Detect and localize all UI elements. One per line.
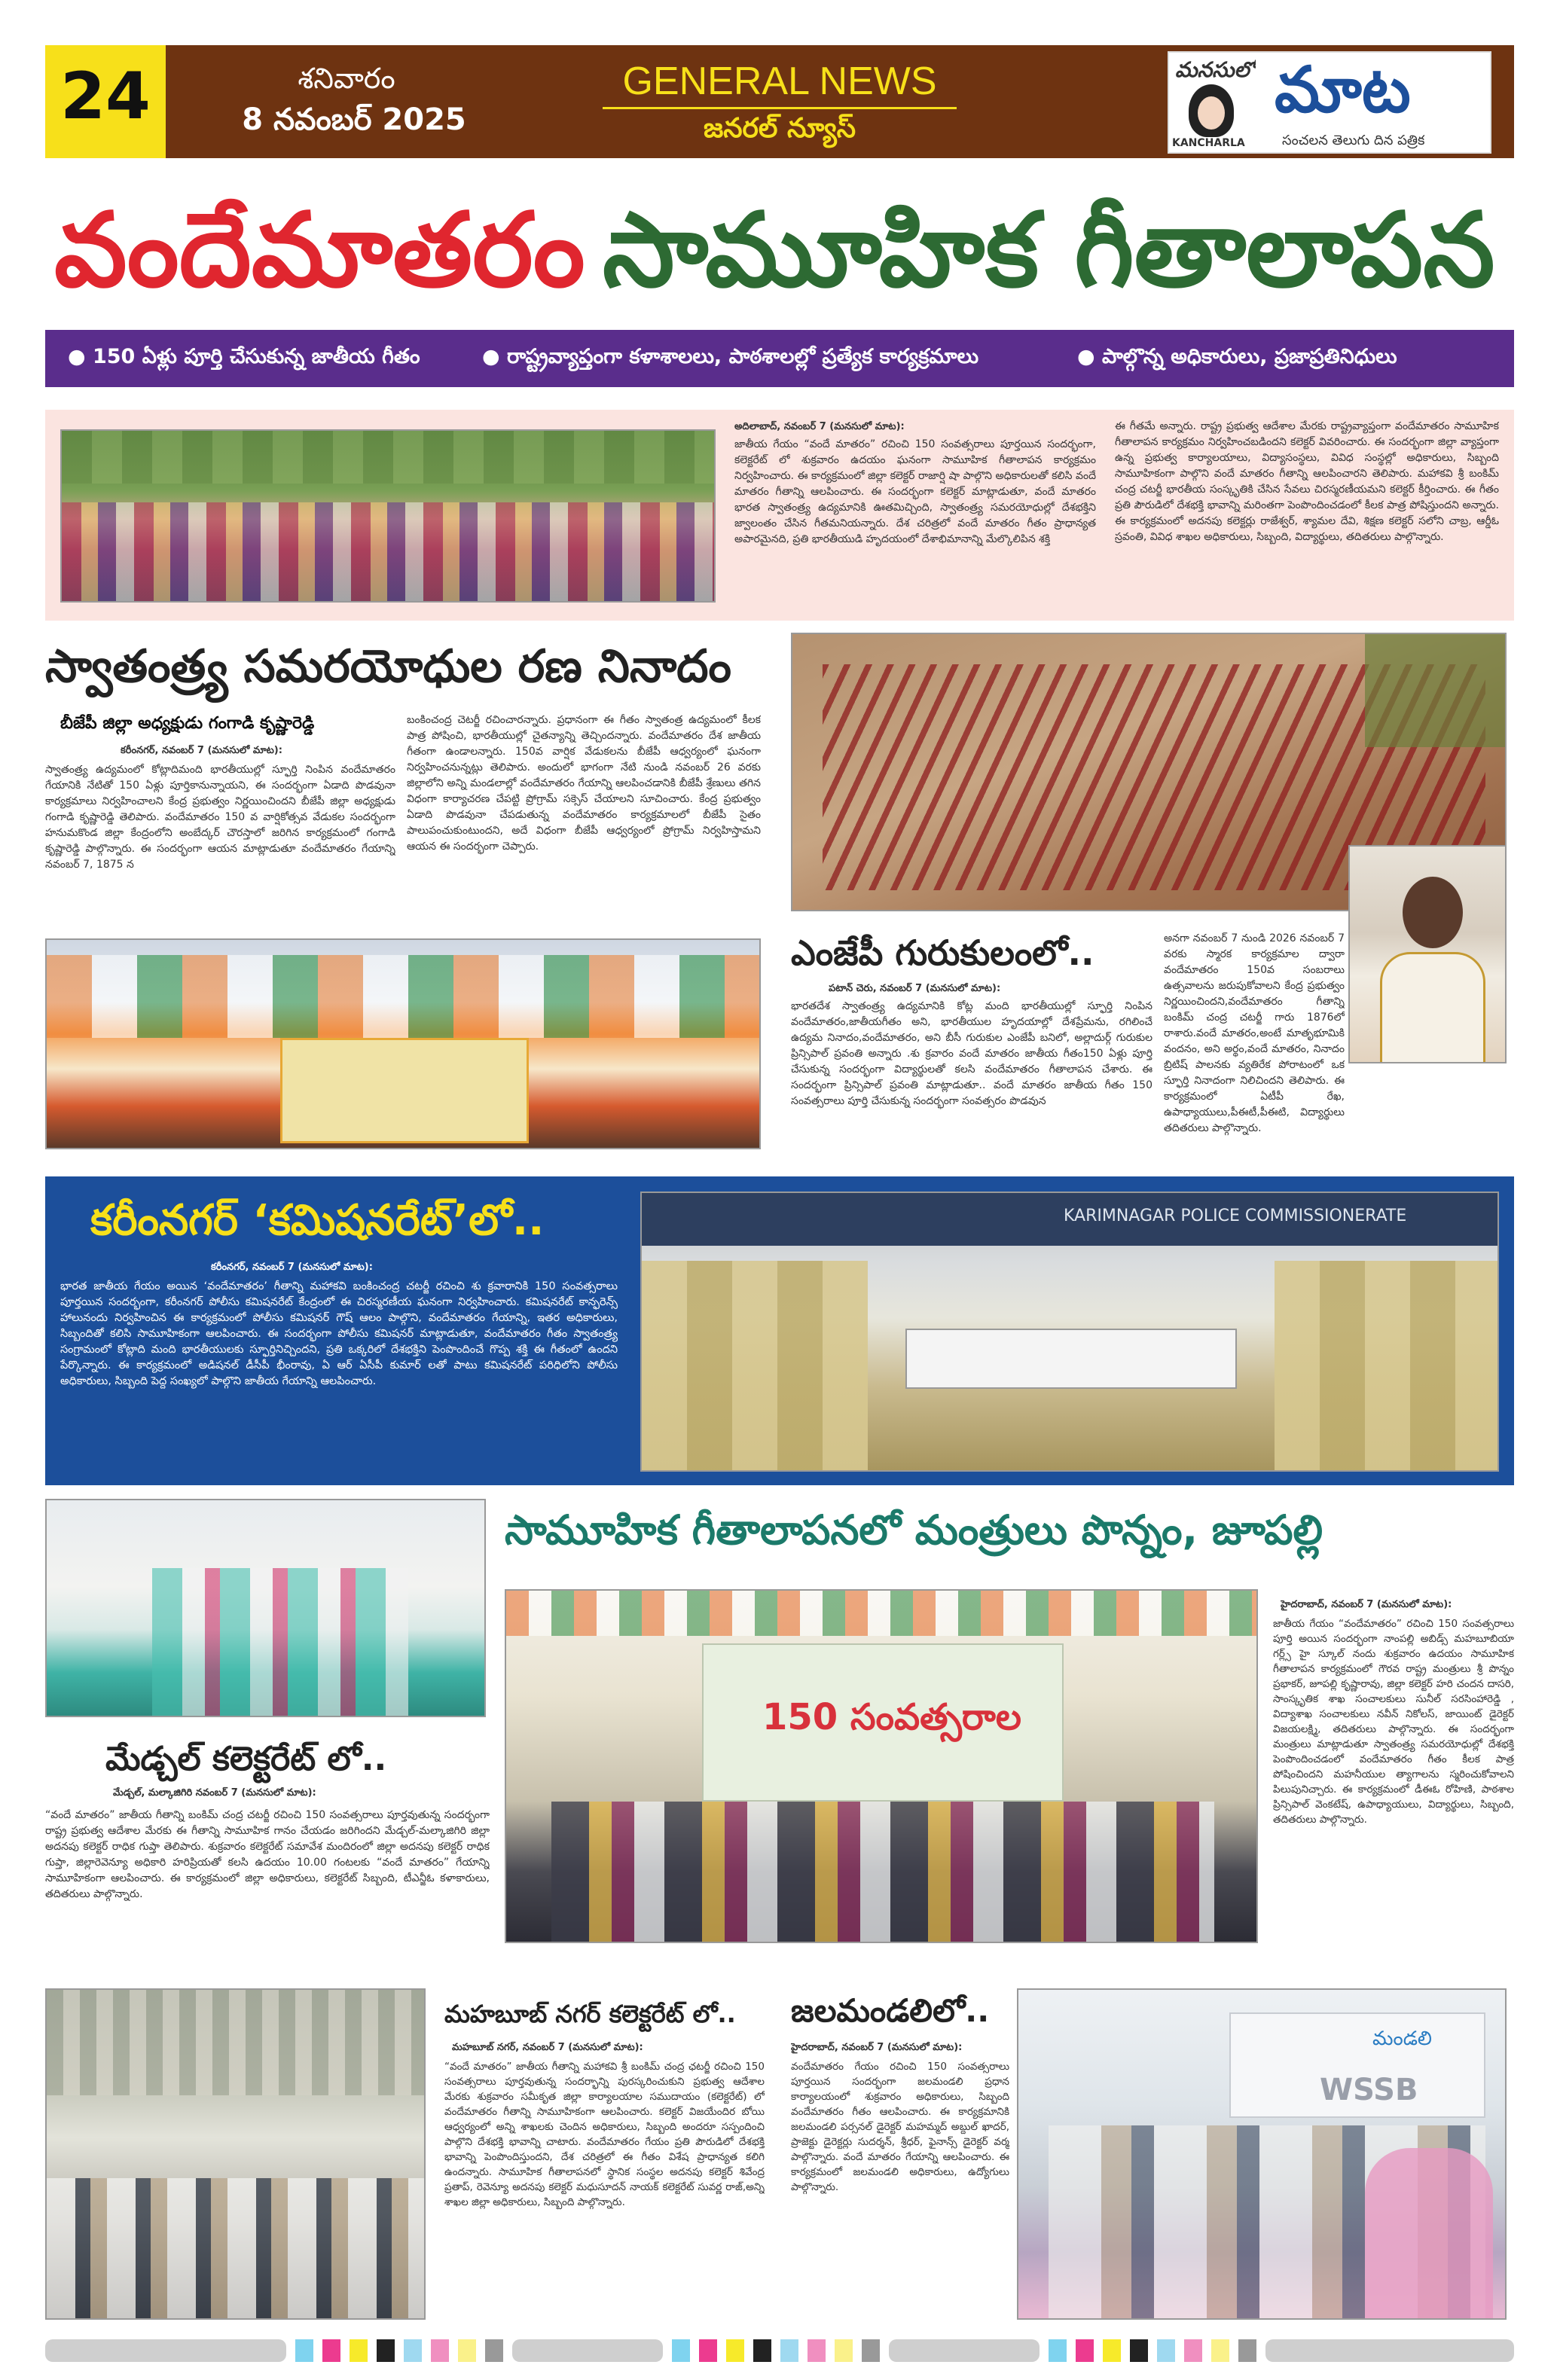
header-day: శనివారం bbox=[298, 62, 395, 95]
story2-dateline: కరీంనగర్, నవంబర్ 7 (మనసులో మాట): bbox=[121, 745, 282, 756]
story7-dateline: మహబూబ్ నగర్, నవంబర్ 7 (మనసులో మాట): bbox=[452, 2042, 643, 2053]
story5-dateline: హైదరాబాద్, నవంబర్ 7 (మనసులో మాట): bbox=[1281, 1599, 1452, 1610]
subhead-item: ● రాష్ట్రవ్యాప్తంగా కళాశాలలు, పాఠశాలల్లో ప్రత్యేక కార్యక్రమాలు bbox=[482, 345, 979, 368]
medchal-photo bbox=[45, 1499, 486, 1717]
story5-body: జాతీయ గేయం “వందేమాతరం” రచించి 150 సంవత్సరాలు పూర్తి అయిన సందర్భంగా నాంపల్లి అబిడ్స్ మహబూబియా గర్ల్స్ హై స్కూల్ నందు శుక్రవారం ఉదయం సామూహిక గీతాలాపన కార్యక్రమంలో గౌరవ రాష్ట్ర మంత్రులు శ్రీ పొన్నం ప్రభాకర్, జూపల్లి కృష్ణారావు, జిల్లా కలెక్టర్ హరి చందన దాసరి, సాంస్కృతిక శాఖ సంచాలకులు సునీల్ సరసింహారెడ్డి , విద్యాశాఖ సంచాలకులు నవీన్ నికోలస్, జాయింట్ డైరెక్టర్ విజయలక్ష్మి, తదితరులు పాల్గొన్నారు. ఈ సందర్భంగా మంత్రులు మాట్లాడుతూ స్వాతంత్ర్య సమరయోధుల్లో దేశభక్తి పెంపొందించడంలో వందేమాతరం గీతం కీలక పాత్ర పోషించిందని మహనీయుల త్యాగాలను స్మరించుకోవాలని పిలుపునిచ్చారు. ఈ కార్యక్రమంలో డీఈఓ రోహిణి, పాఠశాల ప్రిన్సిపాల్ వెంకటేష్, ఉపాధ్యాయులు, విద్యార్థులు, సిబ్బంది, తదితరులు పాల్గొన్నారు. bbox=[1273, 1618, 1514, 1826]
section-title-en: GENERAL NEWS bbox=[622, 60, 937, 103]
logo-prefix: మనసులో bbox=[1175, 57, 1256, 82]
story7-title: మహబూబ్ నగర్ కలెక్టరేట్ లో.. bbox=[444, 2000, 736, 2028]
story4-title: కరీంనగర్ ‘కమిషనరేట్’లో.. bbox=[90, 1196, 545, 1245]
story6-dateline: మేడ్చల్, మల్కాజిగిరి నవంబర్ 7 (మనసులో మాట): bbox=[113, 1787, 316, 1799]
section-title-te: జనరల్ న్యూస్ bbox=[703, 113, 856, 144]
subhead-item: ● పాల్గొన్న అధికారులు, ప్రజాప్రతినిధులు bbox=[1077, 345, 1397, 368]
story3-col1: భారతదేశ స్వాతంత్ర్య ఉద్యమానికి కోట్ల మంది భారతీయుల్లో స్ఫూర్తి నింపిన వందేమాతరం,జాతీయగీతం అని, భారతీయుల హృదయాల్లో దేశప్రేమను, రగిలించే ఉద్యమ నినాదం,వందేమాతరం, అని బీసీ గురుకుల ఎంజేపీ బనిలో, అల్లాదుర్గ్ గురుకుల ప్రిన్సిపాల్ ప్రవంతి అన్నారు .శు క్రవారం వందే మాతరం జాతీయ గీతం150 ఏళ్లు పూర్తి చేసుకున్న సందర్భంగా విద్యార్థులతో కలసి వందేమాతరం గీతాలాపన చేశారు. ఈ సందర్భంగా ప్రిన్సిపాల్ ప్రవంతి మాట్లాడుతూ.. వందే మాతరం జాతీయ గీతం 150 సంవత్సరాలు పూర్తి చేసుకున్న సందర్భంగా సంవత్సరం పొడవున bbox=[791, 1000, 1152, 1107]
story8-title: జలమండలిలో.. bbox=[791, 1992, 990, 2029]
mahabubnagar-photo bbox=[45, 1988, 426, 2320]
story2-col2: బంకించంద్ర చెటర్జీ రచించారన్నారు. ప్రధానంగా ఈ గీతం స్వాతంత్ర ఉద్యమంలో కీలక పాత్ర పోషించి, భారతీయుల్లో చైతన్యాన్ని తెచ్చిందన్నారు. వందేమాతరం దేశ జాతీయ గీతంగా ఉండాలన్నారు. 150వ వార్షిక వేడుకలను బీజేపీ ఆధ్వర్యంలో ఘనంగా నిర్వహించనున్నట్లు తెలిపారు. అందులో భాగంగా నేటి నుండి నవంబర్ 26 వరకు జిల్లాలోని అన్ని మండలాల్లో వందేమాతరం గేయాన్ని ఆలపించడానికి బీజేపీ శ్రేణులు తగిన విధంగా కార్యాచరణ చేపట్టి ప్రోగ్రామ్ సక్సెస్ చేయాలని సూచించారు. కేంద్ర ప్రభుత్వం ఏడాది పొడవునా చేపడుతున్న వందేమాతరం కార్యక్రమాలలో బీజేపీ సైతం పాలుపంచుకుంటుందని, అదే విధంగా బీజేపీ ఆధ్వర్యంలో ప్రోగ్రామ్ నిర్వహిస్తామని ఆయన ఈ సందర్భంగా చెప్పారు. bbox=[407, 714, 761, 853]
section-rule bbox=[603, 107, 957, 109]
ministers-photo bbox=[505, 1589, 1258, 1943]
story7-body: “వందే మాతరం” జాతీయ గీతాన్ని మహాకవి శ్రీ బంకిమ్ చంద్ర ఛటర్జీ రచించి 150 సంవత్సరాలు పూర్తవుతున్న సందర్భాన్ని పురస్కరించుకుని ప్రభుత్వ ఆదేశాల మేరకు శుక్రవారం సమీకృత జిల్లా కార్యాలయాల సముదాయం (కలెక్టరేట్) లో వందేమాతరం గీతాన్ని సామూహికంగా ఆలపించారు. కలెక్టర్ విజయేందిర బోయి ఆధ్వర్యంలో అన్ని శాఖలకు చెందిన అధికారులు, సిబ్బంది అందరూ సస్పందించి పాల్గొని దేశభక్తి భావాన్ని చాటారు. వందేమాతరం గేయం ప్రతి పౌరుడిలో దేశభక్తి భావాన్ని పెంపొందిస్తుందని, దేశ చరిత్రలో ఈ గీతం విశేష ప్రాధాన్యత కలిగి ఉందన్నారు. సామూహిక గీతాలాపనలో స్థానిక సంస్థల అదనపు కలెక్టర్ శివేంద్ర ప్రతాప్, రెవెన్యూ అదనపు కలెక్టర్ మధుసూదన్ నాయక్ కలెక్టరేట్ సువర్ణ రాజ్,అన్ని శాఖల జిల్లా అధికారులు, సిబ్బంది పాల్గొన్నారు. bbox=[444, 2061, 765, 2208]
lead-col2: ఈ గీతమే అన్నారు. రాష్ట్ర ప్రభుత్వ ఆదేశాల మేరకు రాష్ట్రవ్యాప్తంగా వందేమాతరం సామూహిక గీతాలాపన కార్యక్రమం నిర్వహించబడిందని కలెక్టర్ వివరించారు. ఈ సందర్భంగా జిల్లా వ్యాప్తంగా ఉన్న ప్రభుత్వ కార్యాలయాలు, విద్యాసంస్థలు, వివిధ సంస్థల్లో అధికారులు, సిబ్బంది సామూహికంగా పాల్గొని వందే మాతరం గీతాన్ని ఆలపించారని తెలిపారు. మహాకవి శ్రీ బంకిమ్ చంద్ర చటర్జీ భారతీయ సంస్కృతికి చేసిన సేవలు చిరస్మరణీయమని కలెక్టర్ కీర్తించారు. ఈ గీతం ప్రతి పౌరుడిలో దేశభక్తి భావాన్ని మరింతగా పెంపొందించడంలో కీలక పాత్ర పోషిస్తుందని అన్నారు. ఈ కార్యక్రమంలో అదనపు కలెక్టర్లు రాజేశ్వర్, శ్యామల దేవి, శిక్షణ కలెక్టర్ సలోని చాబ్ర, ఆర్డీఓ స్రవంతి, వివిధ శాఖల అధికారులు, సిబ్బంది, విద్యార్థులు, తదితరులు పాల్గొన్నారు. bbox=[1115, 420, 1499, 543]
story5-title: సామూహిక గీతాలాపనలో మంత్రులు పొన్నం, జూపల్లి bbox=[505, 1506, 1323, 1554]
story6-body: “వందే మాతరం” జాతీయ గీతాన్ని బంకిమ్ చంద్ర చటర్జీ రచించి 150 సంవత్సరాలు పూర్తవుతున్న సందర్భంగా రాష్ట్ర ప్రభుత్వ ఆదేశాల మేరకు ఈ గీతాన్ని సామూహిక గానం చేయడం జరిగిందని మేడ్చల్-మల్కాజిగిరి జిల్లా అదనపు కలెక్టర్ రాధిక గుప్తా తెలిపారు. శుక్రవారం కలెక్టరేట్ సమావేశ మందిరంలో జిల్లా అదనపు కలెక్టర్ రాధిక గుప్తా, జిల్లారెవెన్యూ అధికారి హరిప్రియతో కలసి ఉదయం 10.00 గంటలకు “వందే మాతరం” గేయాన్ని సామూహికంగా ఆలపించారు. ఈ కార్యక్రమంలో జిల్లా అధికారులు, కలెక్టరేట్ సిబ్బంది, టీఎన్జీఓ కళాకారులు, తదితరులు పాల్గొన్నారు. bbox=[45, 1809, 490, 1900]
story2-subtitle: బీజేపీ జిల్లా అధ్యక్షుడు గంగాడి కృష్ణారెడ్డి bbox=[60, 714, 315, 733]
commissionerate-photo bbox=[640, 1192, 1499, 1472]
story3-col2: అనగా నవంబర్ 7 నుండి 2026 నవంబర్ 7 వరకు స్మారక కార్యక్రమాల ద్వారా వందేమాతరం 150వ సంబరాలు ఉత్సవాలను జరుపుకోవాలని కేంద్ర ప్రభుత్వం నిర్ణయించిందని,వందేమాతరం గీతాన్ని బంకిమ్ చంద్ర చటర్జీ గారు 1876లో రాశారు.వందే మాతరం,అంటే మాతృభూమికి వందనం, అని అర్థం,వందే మాతరం, నినాదం బ్రిటిష్ పాలనకు వ్యతిరేక పోరాటంలో ఒక స్ఫూర్తి నినాదంగా నిలిచిందని తెలిపారు. ఈ కార్యక్రమంలో ఏటీపీ రేఖ, ఉపాధ్యాయులు,పీఈటీ,పీఈటి, విద్యార్థులు తదితరులు పాల్గొన్నారు. bbox=[1164, 932, 1345, 1134]
masthead-logo bbox=[1168, 51, 1491, 154]
principal-photo bbox=[1348, 845, 1507, 1063]
lead-dateline: అదిలాబాద్, నవంబర్ 7 (మనసులో మాట): bbox=[734, 421, 905, 432]
header-date: 8 నవంబర్ 2025 bbox=[242, 102, 466, 137]
commissionerate-sign: KARIMNAGAR POLICE COMMISSIONERATE bbox=[1064, 1207, 1407, 1225]
story2-col1: స్వాతంత్ర్య ఉద్యమంలో కోట్లాదిమంది భారతీయుల్లో స్ఫూర్తి నింపిన వందేమాతరం గేయానికి నేటితో 150 ఏళ్లు పూర్తికానున్నాయని, ఈ సందర్భంగా ఏడాది పొడవునా కార్యక్రమాలు నిర్వహించాలని కేంద్ర ప్రభుత్వం నిర్ణయించిందని బీజేపీ జిల్లా అధ్యక్షుడు గంగాడి కృష్ణారెడ్డి తెలిపారు. వందేమాతరం 150 వ వార్షికోత్సవ వేడుకల సందర్భంగా హనుమకొండ జిల్లా కేంద్రంలోని అంబేద్కర్ చౌరస్తాలో జరిగిన కార్యక్రమంలో గంగాడి కృష్ణారెడ్డి పాల్గొన్నారు. ఈ సందర్భంగా ఆయన మాట్లాడుతూ వందేమాతరం గేయాన్ని నవంబర్ 7, 1875 న bbox=[45, 764, 395, 871]
story6-title: మేడ్చల్ కలెక్టరేట్ లో.. bbox=[105, 1740, 387, 1778]
story2-title: స్వాతంత్ర్య సమరయోధుల రణ నినాదం bbox=[45, 640, 731, 693]
story3-dateline: పటాన్ చెరు, నవంబర్ 7 (మనసులో మాట): bbox=[829, 983, 1001, 994]
story8-body: వందేమాతరం గేయం రచించి 150 సంవత్సరాలు పూర్తయిన సందర్భంగా జలమండలి ప్రధాన కార్యాలయంలో శుక్రవారం అధికారులు, సిబ్బంది వందేమాతరం గీతం ఆలపించారు. ఈ కార్యక్రమానికి జలమండలి పర్సనల్ డైరెక్టర్ మహమ్మద్ అబ్దుల్ ఖాదర్, ప్రాజెక్టు డైరెక్టర్లు సుదర్శన్, శ్రీధర్, ఫైనాన్స్ డైరెక్టర్ వర్మ పాల్గొన్నారు. వందే మాతరం గేయాన్ని ఆలపించారు. ఈ కార్యక్రమంలో జలమండలి అధికారులు, ఉద్యోగులు పాల్గొన్నారు. bbox=[791, 2061, 1009, 2193]
headline-green: సామూహిక గీతాలాపన bbox=[603, 191, 1495, 310]
logo-main: మాట bbox=[1275, 53, 1411, 127]
story3-title: ఎంజేపీ గురుకులంలో.. bbox=[791, 932, 1094, 973]
jalamandali-photo bbox=[1017, 1988, 1507, 2320]
story2-photo bbox=[45, 938, 761, 1149]
lead-photo bbox=[60, 429, 716, 603]
subhead-item: ● 150 ఏళ్లు పూర్తి చేసుకున్న జాతీయ గీతం bbox=[68, 345, 420, 368]
lead-col1: జాతీయ గేయం “వందే మాతరం” రచించి 150 సంవత్సరాలు పూర్తయిన సందర్భంగా, కలెక్టరేట్ లో శుక్రవారం ఉదయం ఘనంగా సామూహిక గీతాలాపన కార్యక్రమం నిర్వహించారు. ఈ కార్యక్రమంలో జిల్లా కలెక్టర్ రాజార్షి షా పాల్గొని అధికారులతో కలిసి వందే మాతరం గీతాన్ని ఆలపించారు. ఈ సందర్భంగా కలెక్టర్ మాట్లాడుతూ, వందే మాతరం భారత స్వాతంత్ర్య ఉద్యమానికి ఊతమిచ్చింది, స్వాతంత్ర్య సమరయోధుల్లో దేశభక్తిని జ్వాలంతం చేసిన గీతమనియన్నారు. దేశ చరిత్రలో వందే మాతరం గీతం ప్రాధాన్యత అపారమైనది, ప్రతి భారతీయుడి హృదయంలో దేశాభిమానాన్ని మేల్కొలిపిన శక్తి bbox=[734, 438, 1096, 545]
ministers-banner: 150 సంవత్సరాల bbox=[762, 1696, 1021, 1738]
story8-dateline: హైదరాబాద్, నవంబర్ 7 (మనసులో మాట): bbox=[791, 2042, 963, 2053]
color-bar bbox=[45, 2339, 1514, 2362]
logo-sub: KANCHARLA bbox=[1172, 137, 1245, 149]
story4-dateline: కరీంనగర్, నవంబర్ 7 (మనసులో మాట): bbox=[211, 1262, 373, 1273]
story4-body: భారత జాతీయ గేయం అయిన ‘వందేమాతరం’ గీతాన్ని మహాకవి బంకించంద్ర చటర్జీ రచించి శు క్రవారానికి 150 సంవత్సరాలు పూర్తయిన సందర్భంగా, కరీంనగర్ పోలీసు కమిషనరేట్ కేంద్రంలో ఈ చిరస్మరణీయ ఘనంగా నిర్వహించారు. కమిషనరేట్ కాన్ఫరెన్స్ హాలునందు నిర్వహించిన ఈ కార్యక్రమంలో పోలీసు కమిషనర్ గౌష్ ఆలం పాల్గొని, వందేమాతరం గేయాన్ని, ఇతర అధికారులు, సిబ్బందితో కలిసి సామూహికంగా ఆలపించారు. ఈ సందర్భంగా పోలీసు కమిషనర్ మాట్లాడుతూ, వందేమాతరం గీతం స్వాతంత్ర్య సంగ్రామంలో కోట్లాది మంది భారతీయులకు స్ఫూర్తినిచ్చిందని, ప్రతి ఒక్కరిలో దేశభక్తిని పెంపొందించే గొప్ప శక్తి ఈ గీతంలో ఉందని పేర్కొన్నారు. ఈ కార్యక్రమంలో అడిషనల్ డీసీపీ భీంరావు, ఏ ఆర్ ఏసీపీ కుమార్ లతో పాటు కమిషనరేట్ పరిధిలోని పోలీసు అధికారులు, సిబ్బంది పెద్ద సంఖ్యలో పాల్గొని జాతీయ గేయాన్ని ఆలపించారు. bbox=[60, 1280, 618, 1387]
logo-tagline: సంచలన తెలుగు దిన పత్రిక bbox=[1282, 133, 1425, 148]
headline-red: వందేమాతరం bbox=[54, 191, 585, 310]
page-number: 24 bbox=[60, 59, 151, 134]
screen-text: మండలి bbox=[1372, 2028, 1432, 2050]
screen-logo: WSSB bbox=[1320, 2073, 1418, 2107]
logo-face-icon bbox=[1189, 84, 1234, 137]
